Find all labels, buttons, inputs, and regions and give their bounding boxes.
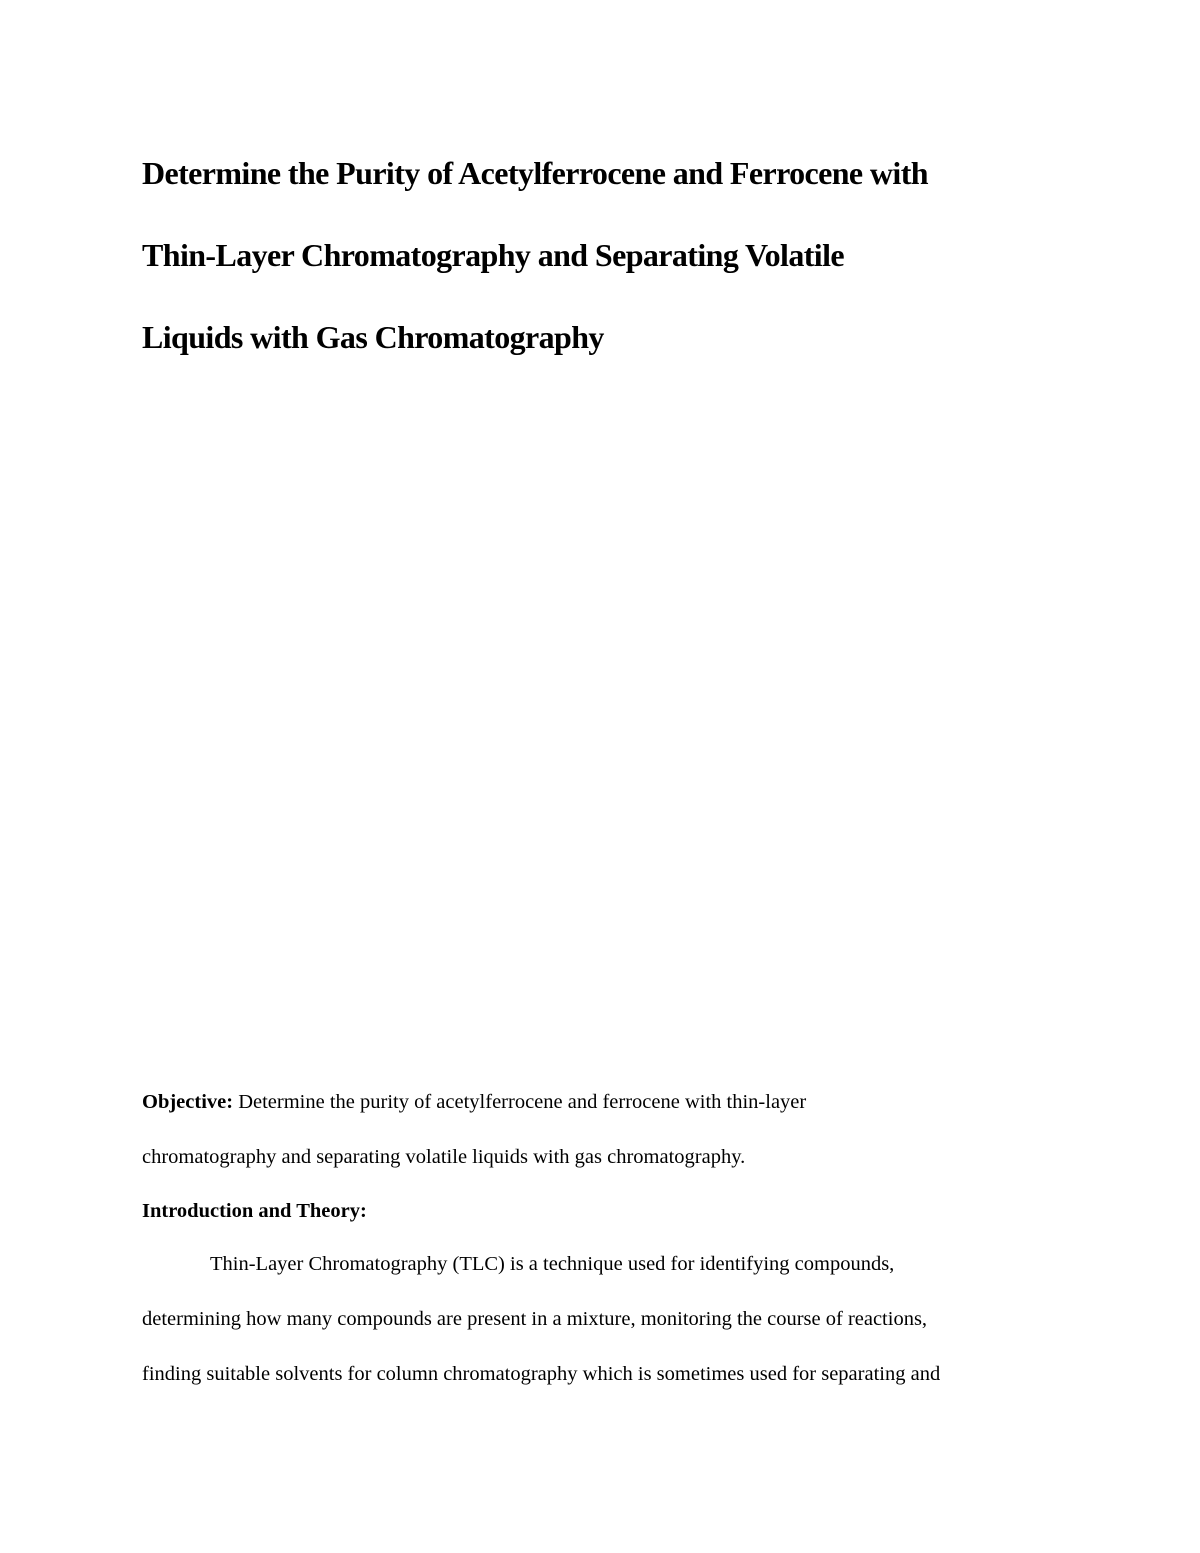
introduction-line-1: Thin-Layer Chromatography (TLC) is a technique used for identifying compounds, (210, 1253, 895, 1275)
introduction-heading: Introduction and Theory: (142, 1200, 367, 1222)
document-title (142, 132, 1102, 378)
title-line-1: Determine the Purity of Acetylferrocene and Ferrocene with (142, 155, 928, 191)
title-line-3: Liquids with Gas Chromatography (142, 319, 604, 355)
objective-paragraph-line-1 (142, 1075, 1072, 1130)
title-line-2: Thin-Layer Chromatography and Separating Volatile (142, 237, 844, 273)
objective-text-1: Determine the purity of acetylferrocene and ferrocene with thin-layer (233, 1091, 807, 1113)
introduction-line-2: determining how many compounds are present in a mixture, monitoring the course of reactions, (142, 1308, 928, 1330)
document-body (142, 1075, 1072, 1402)
introduction-line-3: finding suitable solvents for column chromatography which is sometimes used for separating and (142, 1363, 941, 1385)
objective-text-2: chromatography and separating volatile liquids with gas chromatography. (142, 1146, 746, 1168)
objective-label: Objective: (142, 1091, 234, 1113)
